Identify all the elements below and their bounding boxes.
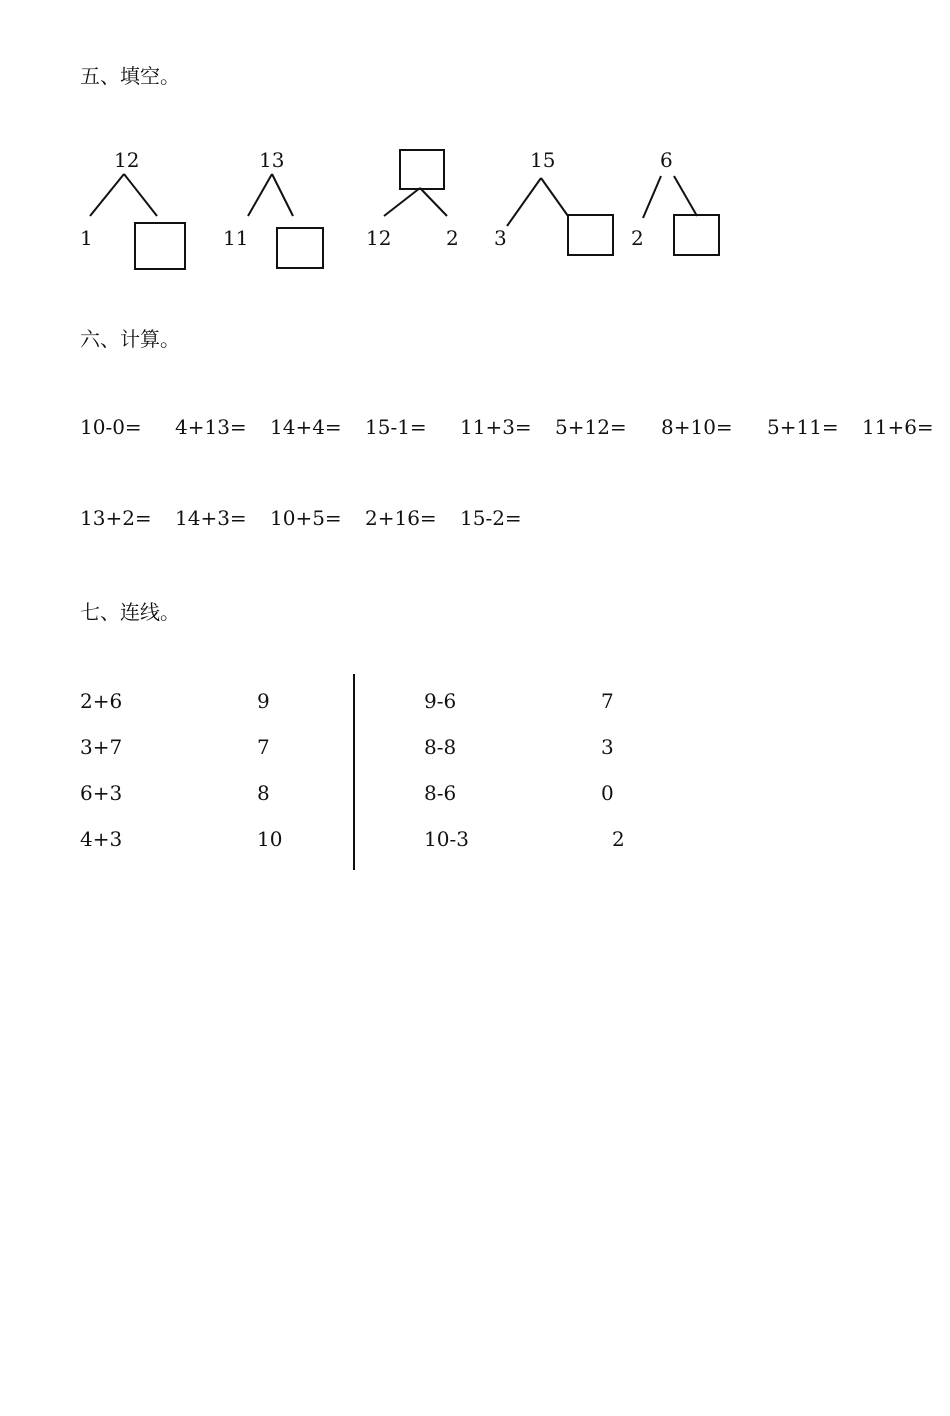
tree2-left: 11 <box>223 226 249 250</box>
column-divider <box>353 674 355 870</box>
calc-item: 14+4= <box>270 415 342 439</box>
tree3-left: 12 <box>366 226 392 250</box>
tree4-left: 3 <box>494 226 507 250</box>
tree5-top: 6 <box>660 148 673 172</box>
calc-item: 2+16= <box>365 506 437 530</box>
tree1-left: 1 <box>80 226 93 250</box>
match-answer-right[interactable]: 2 <box>612 827 625 851</box>
tree1-top: 12 <box>114 148 140 172</box>
tree3-answer-box[interactable] <box>399 149 445 190</box>
tree3-right: 2 <box>446 226 459 250</box>
section7-title: 七、连线。 <box>80 600 180 624</box>
calc-item: 15-2= <box>460 506 522 530</box>
match-answer-left[interactable]: 7 <box>257 735 270 759</box>
match-expression-left[interactable]: 6+3 <box>80 781 123 805</box>
calc-item: 14+3= <box>175 506 247 530</box>
section5-title: 五、填空。 <box>80 64 180 88</box>
calc-item: 15-1= <box>365 415 427 439</box>
match-expression-right[interactable]: 10-3 <box>424 827 469 851</box>
calc-item: 5+11= <box>767 415 839 439</box>
match-expression-right[interactable]: 8-6 <box>424 781 457 805</box>
calc-item: 10+5= <box>270 506 342 530</box>
tree4-answer-box[interactable] <box>567 214 614 256</box>
tree5-answer-box[interactable] <box>673 214 720 256</box>
tree5-left: 2 <box>631 226 644 250</box>
match-expression-left[interactable]: 2+6 <box>80 689 123 713</box>
calc-item: 4+13= <box>175 415 247 439</box>
match-answer-right[interactable]: 3 <box>601 735 614 759</box>
match-answer-left[interactable]: 8 <box>257 781 270 805</box>
match-answer-right[interactable]: 0 <box>601 781 614 805</box>
calc-item: 13+2= <box>80 506 152 530</box>
tree1-answer-box[interactable] <box>134 222 186 270</box>
match-answer-right[interactable]: 7 <box>601 689 614 713</box>
tree2-top: 13 <box>259 148 285 172</box>
match-expression-right[interactable]: 9-6 <box>424 689 457 713</box>
match-expression-right[interactable]: 8-8 <box>424 735 457 759</box>
match-expression-left[interactable]: 3+7 <box>80 735 123 759</box>
match-expression-left[interactable]: 4+3 <box>80 827 123 851</box>
calc-item: 5+12= <box>555 415 627 439</box>
calc-item: 11+6= <box>862 415 934 439</box>
calc-item: 11+3= <box>460 415 532 439</box>
tree4-top: 15 <box>530 148 556 172</box>
tree2-answer-box[interactable] <box>276 227 324 269</box>
section6-title: 六、计算。 <box>80 327 180 351</box>
calc-item: 10-0= <box>80 415 142 439</box>
match-answer-left[interactable]: 9 <box>257 689 270 713</box>
calc-item: 8+10= <box>661 415 733 439</box>
match-answer-left[interactable]: 10 <box>257 827 283 851</box>
